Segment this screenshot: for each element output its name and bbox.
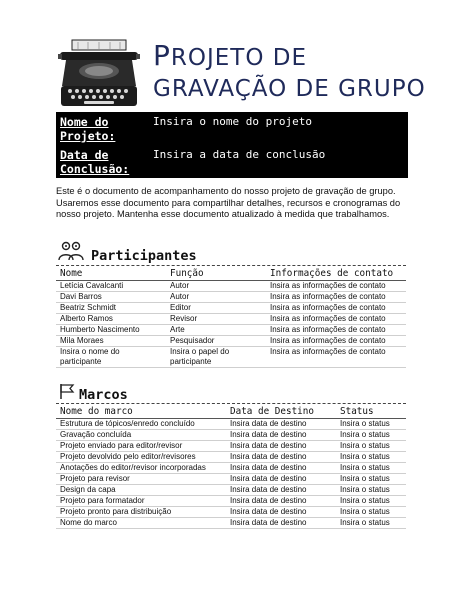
table-cell[interactable]: Insira data de destino — [226, 496, 336, 507]
table-cell[interactable]: Insira o status — [336, 507, 406, 518]
table-cell[interactable]: Nome do marco — [56, 518, 226, 529]
table-cell[interactable]: Projeto para revisor — [56, 474, 226, 485]
milestones-divider — [56, 403, 406, 404]
table-cell[interactable]: Insira as informações de contato — [266, 314, 406, 325]
table-cell[interactable]: Davi Barros — [56, 292, 166, 303]
project-name-label: Nome do Projeto: — [60, 115, 116, 143]
table-cell[interactable]: Insira as informações de contato — [266, 303, 406, 314]
table-cell[interactable]: Insira as informações de contato — [266, 281, 406, 292]
table-cell[interactable]: Alberto Ramos — [56, 314, 166, 325]
table-cell[interactable]: Insira as informações de contato — [266, 325, 406, 336]
table-cell[interactable]: Insira as informações de contato — [266, 336, 406, 347]
table-row — [56, 485, 406, 496]
table-cell[interactable]: Insira data de destino — [226, 507, 336, 518]
intro-paragraph: Este é o documento de acompanhamento do nosso projeto de gravação de grupo. Usaremos esse documento para compartilhar detalhes, recursos e cronogramas do nosso projeto. Mantenha esse documento atualizado à medida que trabalhamos. — [56, 186, 401, 220]
table-cell[interactable]: Insira o status — [336, 518, 406, 529]
table-row — [56, 463, 406, 474]
table-cell[interactable]: Revisor — [166, 314, 266, 325]
participants-table — [56, 267, 406, 368]
table-cell[interactable]: Insira data de destino — [226, 441, 336, 452]
column-header: Status — [336, 405, 406, 419]
table-cell[interactable]: Editor — [166, 303, 266, 314]
table-cell[interactable]: Autor — [166, 292, 266, 303]
people-icon — [58, 240, 84, 262]
flag-icon — [59, 383, 75, 399]
table-row — [56, 303, 406, 314]
table-cell[interactable]: Projeto devolvido pelo editor/revisores — [56, 452, 226, 463]
table-cell[interactable]: Insira o status — [336, 452, 406, 463]
table-cell[interactable]: Estrutura de tópicos/enredo concluído — [56, 419, 226, 430]
table-row — [56, 419, 406, 430]
table-cell[interactable]: Letícia Cavalcanti — [56, 281, 166, 292]
project-name-value[interactable]: Insira o nome do projeto — [153, 115, 312, 128]
table-row — [56, 325, 406, 336]
column-header: Função — [166, 267, 266, 281]
table-cell[interactable]: Humberto Nascimento — [56, 325, 166, 336]
table-cell[interactable]: Mila Moraes — [56, 336, 166, 347]
table-cell[interactable]: Insira data de destino — [226, 485, 336, 496]
title-line-1: PROJETO DE — [153, 39, 307, 72]
table-row — [56, 292, 406, 303]
table-cell[interactable]: Insira o status — [336, 485, 406, 496]
table-cell[interactable]: Insira o papel do participante — [166, 347, 266, 368]
table-cell[interactable]: Projeto pronto para distribuição — [56, 507, 226, 518]
column-header: Nome — [56, 267, 166, 281]
table-header-row — [56, 267, 406, 281]
table-cell[interactable]: Pesquisador — [166, 336, 266, 347]
table-row — [56, 496, 406, 507]
table-cell[interactable]: Insira o nome do participante — [56, 347, 166, 368]
table-cell[interactable]: Insira o status — [336, 463, 406, 474]
table-cell[interactable]: Gravação concluída — [56, 430, 226, 441]
table-cell[interactable]: Insira data de destino — [226, 474, 336, 485]
table-row — [56, 474, 406, 485]
table-row — [56, 441, 406, 452]
typewriter-image — [58, 38, 140, 110]
document-title — [153, 40, 443, 105]
title-line-2: GRAVAÇÃO DE GRUPO — [153, 76, 426, 102]
table-row — [56, 430, 406, 441]
table-cell[interactable]: Insira o status — [336, 474, 406, 485]
table-cell[interactable]: Insira data de destino — [226, 452, 336, 463]
column-header: Nome do marco — [56, 405, 226, 419]
table-cell[interactable]: Beatriz Schmidt — [56, 303, 166, 314]
table-row — [56, 347, 406, 368]
table-cell[interactable]: Insira o status — [336, 419, 406, 430]
milestones-heading: Marcos — [79, 387, 128, 403]
table-cell[interactable]: Anotações do editor/revisor incorporadas — [56, 463, 226, 474]
table-cell[interactable]: Insira as informações de contato — [266, 292, 406, 303]
table-cell[interactable]: Insira data de destino — [226, 518, 336, 529]
table-row — [56, 281, 406, 292]
completion-date-value[interactable]: Insira a data de conclusão — [153, 148, 326, 161]
table-row — [56, 507, 406, 518]
participants-heading: Participantes — [91, 248, 197, 264]
table-cell[interactable]: Insira data de destino — [226, 463, 336, 474]
project-info-box — [56, 112, 408, 178]
table-cell[interactable]: Insira data de destino — [226, 430, 336, 441]
table-header-row — [56, 405, 406, 419]
milestones-table — [56, 405, 406, 529]
table-cell[interactable]: Arte — [166, 325, 266, 336]
table-cell[interactable]: Autor — [166, 281, 266, 292]
table-cell[interactable]: Design da capa — [56, 485, 226, 496]
table-cell[interactable]: Projeto para formatador — [56, 496, 226, 507]
column-header: Data de Destino — [226, 405, 336, 419]
table-cell[interactable]: Insira o status — [336, 441, 406, 452]
table-row — [56, 452, 406, 463]
table-cell[interactable]: Insira data de destino — [226, 419, 336, 430]
table-row — [56, 336, 406, 347]
table-cell[interactable]: Insira o status — [336, 430, 406, 441]
completion-date-label: Data de Conclusão: — [60, 148, 130, 176]
table-row — [56, 314, 406, 325]
table-cell[interactable]: Insira as informações de contato — [266, 347, 406, 368]
table-row — [56, 518, 406, 529]
column-header: Informações de contato — [266, 267, 406, 281]
table-cell[interactable]: Insira o status — [336, 496, 406, 507]
participants-divider — [56, 265, 406, 266]
table-cell[interactable]: Projeto enviado para editor/revisor — [56, 441, 226, 452]
